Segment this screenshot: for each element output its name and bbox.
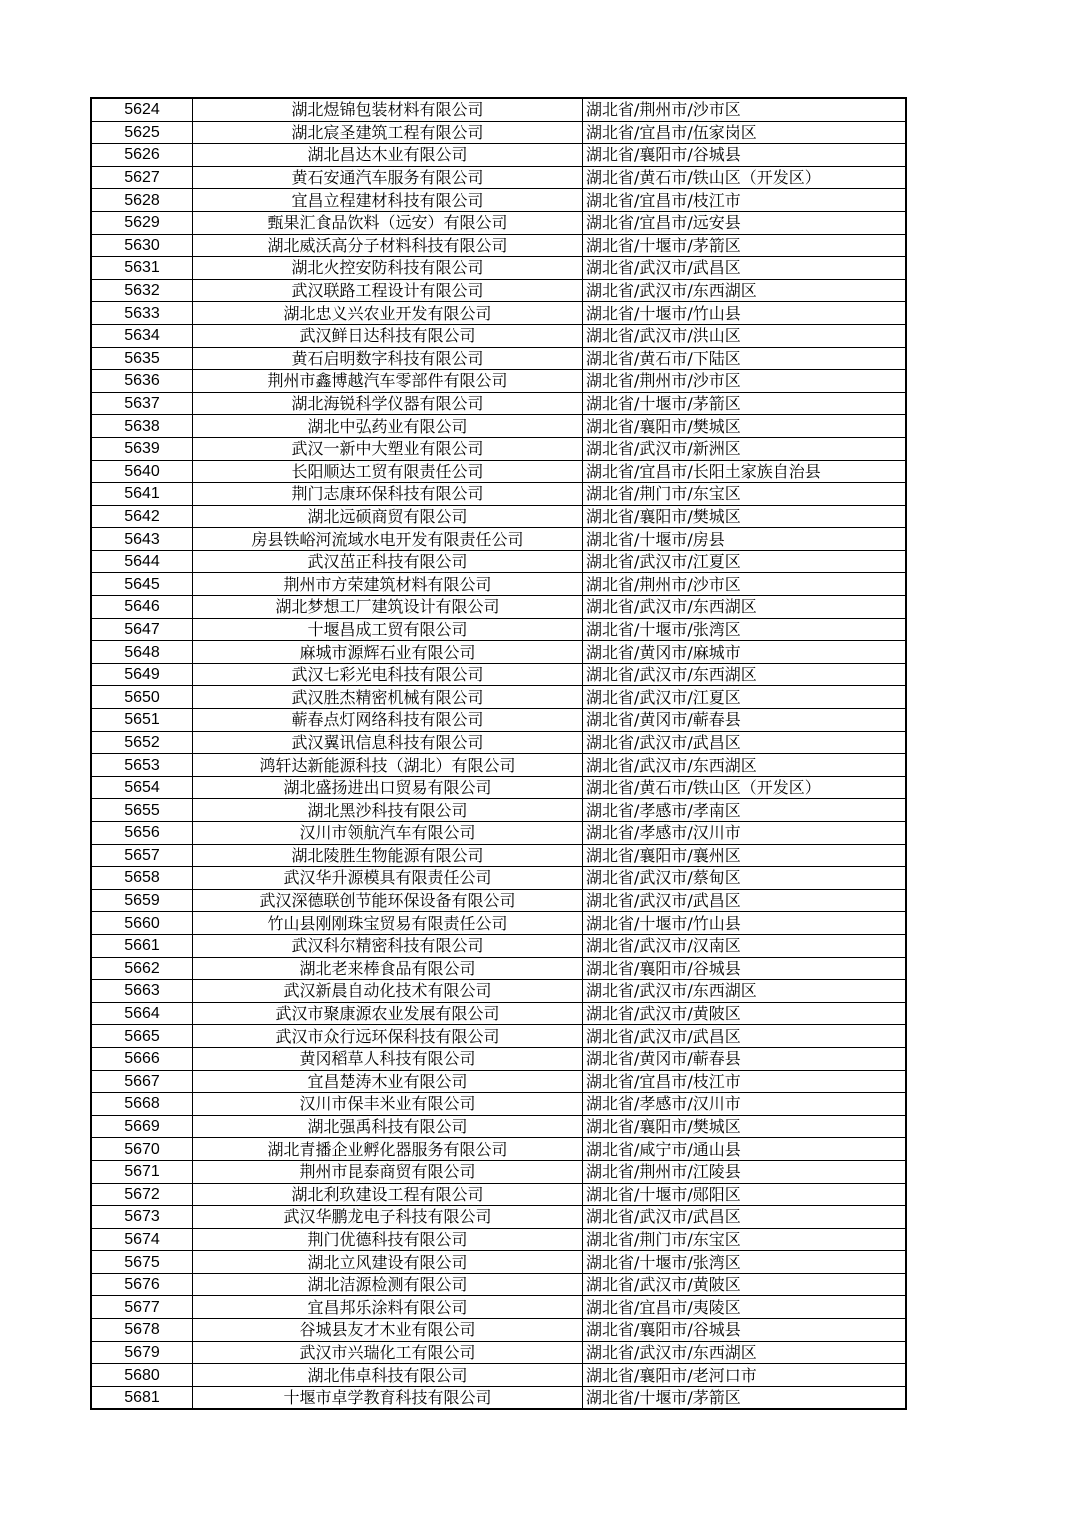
table-row: [91, 437, 906, 460]
region-path: 湖北省/黄冈市/蕲春县: [583, 1047, 907, 1070]
company-name: 荆门志康环保科技有限公司: [193, 483, 583, 506]
row-number: 5645: [91, 573, 193, 596]
region-path: 湖北省/十堰市/张湾区: [583, 1251, 907, 1274]
table-row: [91, 709, 906, 732]
company-name: 黄石启明数字科技有限公司: [193, 347, 583, 370]
company-name: 谷城县友才木业有限公司: [193, 1319, 583, 1342]
table-row: [91, 528, 906, 551]
region-path: 湖北省/黄石市/铁山区（开发区）: [583, 166, 907, 189]
table-row: [91, 1115, 906, 1138]
company-name: 湖北伟卓科技有限公司: [193, 1364, 583, 1387]
table-row: [91, 370, 906, 393]
row-number: 5669: [91, 1115, 193, 1138]
row-number: 5632: [91, 279, 193, 302]
region-path: 湖北省/十堰市/竹山县: [583, 912, 907, 935]
row-number: 5629: [91, 211, 193, 234]
region-path: 湖北省/十堰市/郧阳区: [583, 1183, 907, 1206]
company-name: 武汉市众行远环保科技有限公司: [193, 1025, 583, 1048]
row-number: 5624: [91, 98, 193, 121]
row-number: 5647: [91, 618, 193, 641]
region-path: 湖北省/襄阳市/谷城县: [583, 1319, 907, 1342]
region-path: 湖北省/武汉市/武昌区: [583, 731, 907, 754]
region-path: 湖北省/武汉市/黄陂区: [583, 1002, 907, 1025]
row-number: 5674: [91, 1228, 193, 1251]
row-number: 5627: [91, 166, 193, 189]
company-name: 宜昌立程建材科技有限公司: [193, 189, 583, 212]
region-path: 湖北省/襄阳市/谷城县: [583, 144, 907, 167]
table-row: [91, 912, 906, 935]
row-number: 5633: [91, 302, 193, 325]
row-number: 5668: [91, 1093, 193, 1116]
company-name: 十堰昌成工贸有限公司: [193, 618, 583, 641]
company-name: 湖北盛扬进出口贸易有限公司: [193, 776, 583, 799]
company-table: [90, 97, 907, 1410]
company-name: 湖北立风建设有限公司: [193, 1251, 583, 1274]
row-number: 5680: [91, 1364, 193, 1387]
region-path: 湖北省/宜昌市/伍家岗区: [583, 121, 907, 144]
table-row: [91, 189, 906, 212]
company-name: 湖北洁源检测有限公司: [193, 1273, 583, 1296]
row-number: 5663: [91, 980, 193, 1003]
region-path: 湖北省/武汉市/东西湖区: [583, 1341, 907, 1364]
row-number: 5640: [91, 460, 193, 483]
company-name: 甄果汇食品饮料（远安）有限公司: [193, 211, 583, 234]
company-name: 武汉七彩光电科技有限公司: [193, 663, 583, 686]
table-row: [91, 1341, 906, 1364]
table-row: [91, 663, 906, 686]
row-number: 5648: [91, 641, 193, 664]
table-row: [91, 98, 906, 121]
row-number: 5659: [91, 889, 193, 912]
region-path: 湖北省/十堰市/张湾区: [583, 618, 907, 641]
row-number: 5655: [91, 799, 193, 822]
region-path: 湖北省/武汉市/武昌区: [583, 257, 907, 280]
table-row: [91, 415, 906, 438]
row-number: 5678: [91, 1319, 193, 1342]
company-name: 武汉翼讯信息科技有限公司: [193, 731, 583, 754]
region-path: 湖北省/武汉市/武昌区: [583, 889, 907, 912]
row-number: 5636: [91, 370, 193, 393]
region-path: 湖北省/荆州市/沙市区: [583, 370, 907, 393]
table-row: [91, 596, 906, 619]
region-path: 湖北省/黄冈市/麻城市: [583, 641, 907, 664]
company-name: 鸿轩达新能源科技（湖北）有限公司: [193, 754, 583, 777]
company-table-body: [91, 98, 906, 1409]
table-row: [91, 302, 906, 325]
table-row: [91, 754, 906, 777]
row-number: 5675: [91, 1251, 193, 1274]
row-number: 5664: [91, 1002, 193, 1025]
table-row: [91, 166, 906, 189]
region-path: 湖北省/武汉市/武昌区: [583, 1025, 907, 1048]
region-path: 湖北省/十堰市/茅箭区: [583, 392, 907, 415]
row-number: 5670: [91, 1138, 193, 1161]
region-path: 湖北省/十堰市/竹山县: [583, 302, 907, 325]
region-path: 湖北省/武汉市/江夏区: [583, 550, 907, 573]
row-number: 5679: [91, 1341, 193, 1364]
region-path: 湖北省/十堰市/茅箭区: [583, 1386, 907, 1409]
company-name: 湖北火控安防科技有限公司: [193, 257, 583, 280]
company-name: 武汉市聚康源农业发展有限公司: [193, 1002, 583, 1025]
region-path: 湖北省/武汉市/东西湖区: [583, 596, 907, 619]
row-number: 5657: [91, 844, 193, 867]
region-path: 湖北省/荆州市/沙市区: [583, 573, 907, 596]
region-path: 湖北省/襄阳市/谷城县: [583, 957, 907, 980]
company-name: 湖北青播企业孵化器服务有限公司: [193, 1138, 583, 1161]
company-name: 武汉市兴瑞化工有限公司: [193, 1341, 583, 1364]
region-path: 湖北省/武汉市/东西湖区: [583, 980, 907, 1003]
region-path: 湖北省/宜昌市/枝江市: [583, 1070, 907, 1093]
table-row: [91, 1251, 906, 1274]
region-path: 湖北省/荆州市/江陵县: [583, 1160, 907, 1183]
row-number: 5651: [91, 709, 193, 732]
table-row: [91, 776, 906, 799]
table-row: [91, 822, 906, 845]
row-number: 5658: [91, 867, 193, 890]
row-number: 5667: [91, 1070, 193, 1093]
company-name: 汉川市保丰米业有限公司: [193, 1093, 583, 1116]
region-path: 湖北省/武汉市/武昌区: [583, 1206, 907, 1229]
company-name: 十堰市卓学教育科技有限公司: [193, 1386, 583, 1409]
region-path: 湖北省/武汉市/新洲区: [583, 437, 907, 460]
table-row: [91, 347, 906, 370]
table-row: [91, 1070, 906, 1093]
table-row: [91, 1386, 906, 1409]
company-name: 房县铁峪河流域水电开发有限责任公司: [193, 528, 583, 551]
company-name: 蕲春点灯网络科技有限公司: [193, 709, 583, 732]
company-name: 湖北黑沙科技有限公司: [193, 799, 583, 822]
region-path: 湖北省/武汉市/黄陂区: [583, 1273, 907, 1296]
table-row: [91, 1364, 906, 1387]
row-number: 5638: [91, 415, 193, 438]
table-row: [91, 1206, 906, 1229]
table-row: [91, 1093, 906, 1116]
row-number: 5637: [91, 392, 193, 415]
company-name: 湖北陵胜生物能源有限公司: [193, 844, 583, 867]
region-path: 湖北省/孝感市/汉川市: [583, 1093, 907, 1116]
region-path: 湖北省/襄阳市/樊城区: [583, 505, 907, 528]
region-path: 湖北省/武汉市/江夏区: [583, 686, 907, 709]
company-name: 湖北老来棒食品有限公司: [193, 957, 583, 980]
table-row: [91, 121, 906, 144]
table-row: [91, 731, 906, 754]
row-number: 5656: [91, 822, 193, 845]
row-number: 5665: [91, 1025, 193, 1048]
row-number: 5630: [91, 234, 193, 257]
region-path: 湖北省/黄石市/下陆区: [583, 347, 907, 370]
region-path: 湖北省/咸宁市/通山县: [583, 1138, 907, 1161]
table-row: [91, 1319, 906, 1342]
row-number: 5642: [91, 505, 193, 528]
table-row: [91, 505, 906, 528]
region-path: 湖北省/武汉市/洪山区: [583, 324, 907, 347]
company-name: 湖北梦想工厂建筑设计有限公司: [193, 596, 583, 619]
row-number: 5662: [91, 957, 193, 980]
company-name: 武汉鲜日达科技有限公司: [193, 324, 583, 347]
region-path: 湖北省/武汉市/东西湖区: [583, 279, 907, 302]
company-name: 宜昌邦乐涂料有限公司: [193, 1296, 583, 1319]
region-path: 湖北省/孝感市/孝南区: [583, 799, 907, 822]
row-number: 5660: [91, 912, 193, 935]
company-name: 宜昌楚涛木业有限公司: [193, 1070, 583, 1093]
table-row: [91, 1160, 906, 1183]
table-row: [91, 957, 906, 980]
region-path: 湖北省/武汉市/东西湖区: [583, 754, 907, 777]
row-number: 5652: [91, 731, 193, 754]
company-name: 荆州市方荣建筑材料有限公司: [193, 573, 583, 596]
company-name: 黄石安通汽车服务有限公司: [193, 166, 583, 189]
company-name: 武汉华升源模具有限责任公司: [193, 867, 583, 890]
company-name: 长阳顺达工贸有限责任公司: [193, 460, 583, 483]
row-number: 5673: [91, 1206, 193, 1229]
table-row: [91, 211, 906, 234]
company-name: 武汉联路工程设计有限公司: [193, 279, 583, 302]
company-name: 荆门优德科技有限公司: [193, 1228, 583, 1251]
company-name: 湖北强禹科技有限公司: [193, 1115, 583, 1138]
row-number: 5646: [91, 596, 193, 619]
region-path: 湖北省/黄石市/铁山区（开发区）: [583, 776, 907, 799]
company-name: 湖北昌达木业有限公司: [193, 144, 583, 167]
table-row: [91, 618, 906, 641]
row-number: 5643: [91, 528, 193, 551]
table-row: [91, 1296, 906, 1319]
region-path: 湖北省/荆州市/沙市区: [583, 98, 907, 121]
row-number: 5671: [91, 1160, 193, 1183]
region-path: 湖北省/黄冈市/蕲春县: [583, 709, 907, 732]
table-row: [91, 1273, 906, 1296]
company-name: 湖北宸圣建筑工程有限公司: [193, 121, 583, 144]
company-name: 武汉科尔精密科技有限公司: [193, 934, 583, 957]
table-row: [91, 844, 906, 867]
company-name: 湖北威沃高分子材料科技有限公司: [193, 234, 583, 257]
row-number: 5644: [91, 550, 193, 573]
table-row: [91, 980, 906, 1003]
table-row: [91, 1025, 906, 1048]
company-name: 湖北煜锦包装材料有限公司: [193, 98, 583, 121]
region-path: 湖北省/十堰市/茅箭区: [583, 234, 907, 257]
company-name: 湖北远硕商贸有限公司: [193, 505, 583, 528]
table-row: [91, 550, 906, 573]
company-name: 武汉新晨自动化技术有限公司: [193, 980, 583, 1003]
region-path: 湖北省/宜昌市/枝江市: [583, 189, 907, 212]
company-name: 湖北忠义兴农业开发有限公司: [193, 302, 583, 325]
table-row: [91, 234, 906, 257]
company-name: 武汉胜杰精密机械有限公司: [193, 686, 583, 709]
table-row: [91, 686, 906, 709]
table-row: [91, 1047, 906, 1070]
table-row: [91, 867, 906, 890]
row-number: 5672: [91, 1183, 193, 1206]
region-path: 湖北省/宜昌市/远安县: [583, 211, 907, 234]
row-number: 5625: [91, 121, 193, 144]
row-number: 5666: [91, 1047, 193, 1070]
table-row: [91, 1228, 906, 1251]
region-path: 湖北省/武汉市/东西湖区: [583, 663, 907, 686]
region-path: 湖北省/武汉市/汉南区: [583, 934, 907, 957]
table-row: [91, 279, 906, 302]
company-name: 湖北利玖建设工程有限公司: [193, 1183, 583, 1206]
company-name: 武汉深德联创节能环保设备有限公司: [193, 889, 583, 912]
table-row: [91, 460, 906, 483]
table-row: [91, 799, 906, 822]
region-path: 湖北省/荆门市/东宝区: [583, 483, 907, 506]
region-path: 湖北省/十堰市/房县: [583, 528, 907, 551]
company-name: 武汉一新中大塑业有限公司: [193, 437, 583, 460]
company-name: 汉川市领航汽车有限公司: [193, 822, 583, 845]
row-number: 5639: [91, 437, 193, 460]
company-name: 黄冈稻草人科技有限公司: [193, 1047, 583, 1070]
row-number: 5649: [91, 663, 193, 686]
table-row: [91, 573, 906, 596]
company-name: 湖北海锐科学仪器有限公司: [193, 392, 583, 415]
table-row: [91, 1183, 906, 1206]
row-number: 5628: [91, 189, 193, 212]
row-number: 5654: [91, 776, 193, 799]
row-number: 5634: [91, 324, 193, 347]
region-path: 湖北省/襄阳市/老河口市: [583, 1364, 907, 1387]
row-number: 5661: [91, 934, 193, 957]
company-name: 荆州市鑫博越汽车零部件有限公司: [193, 370, 583, 393]
row-number: 5650: [91, 686, 193, 709]
company-name: 麻城市源辉石业有限公司: [193, 641, 583, 664]
row-number: 5626: [91, 144, 193, 167]
table-row: [91, 257, 906, 280]
region-path: 湖北省/襄阳市/樊城区: [583, 1115, 907, 1138]
table-row: [91, 641, 906, 664]
region-path: 湖北省/襄阳市/襄州区: [583, 844, 907, 867]
table-row: [91, 324, 906, 347]
table-row: [91, 483, 906, 506]
row-number: 5635: [91, 347, 193, 370]
company-name: 武汉茁正科技有限公司: [193, 550, 583, 573]
company-name: 竹山县刚刚珠宝贸易有限责任公司: [193, 912, 583, 935]
row-number: 5676: [91, 1273, 193, 1296]
table-row: [91, 144, 906, 167]
table-row: [91, 1138, 906, 1161]
table-row: [91, 392, 906, 415]
table-row: [91, 889, 906, 912]
company-name: 湖北中弘药业有限公司: [193, 415, 583, 438]
row-number: 5641: [91, 483, 193, 506]
row-number: 5653: [91, 754, 193, 777]
table-row: [91, 1002, 906, 1025]
row-number: 5631: [91, 257, 193, 280]
row-number: 5681: [91, 1386, 193, 1409]
row-number: 5677: [91, 1296, 193, 1319]
table-row: [91, 934, 906, 957]
region-path: 湖北省/宜昌市/夷陵区: [583, 1296, 907, 1319]
company-name: 荆州市昆泰商贸有限公司: [193, 1160, 583, 1183]
region-path: 湖北省/武汉市/蔡甸区: [583, 867, 907, 890]
region-path: 湖北省/荆门市/东宝区: [583, 1228, 907, 1251]
region-path: 湖北省/孝感市/汉川市: [583, 822, 907, 845]
region-path: 湖北省/宜昌市/长阳土家族自治县: [583, 460, 907, 483]
region-path: 湖北省/襄阳市/樊城区: [583, 415, 907, 438]
company-name: 武汉华鹏龙电子科技有限公司: [193, 1206, 583, 1229]
